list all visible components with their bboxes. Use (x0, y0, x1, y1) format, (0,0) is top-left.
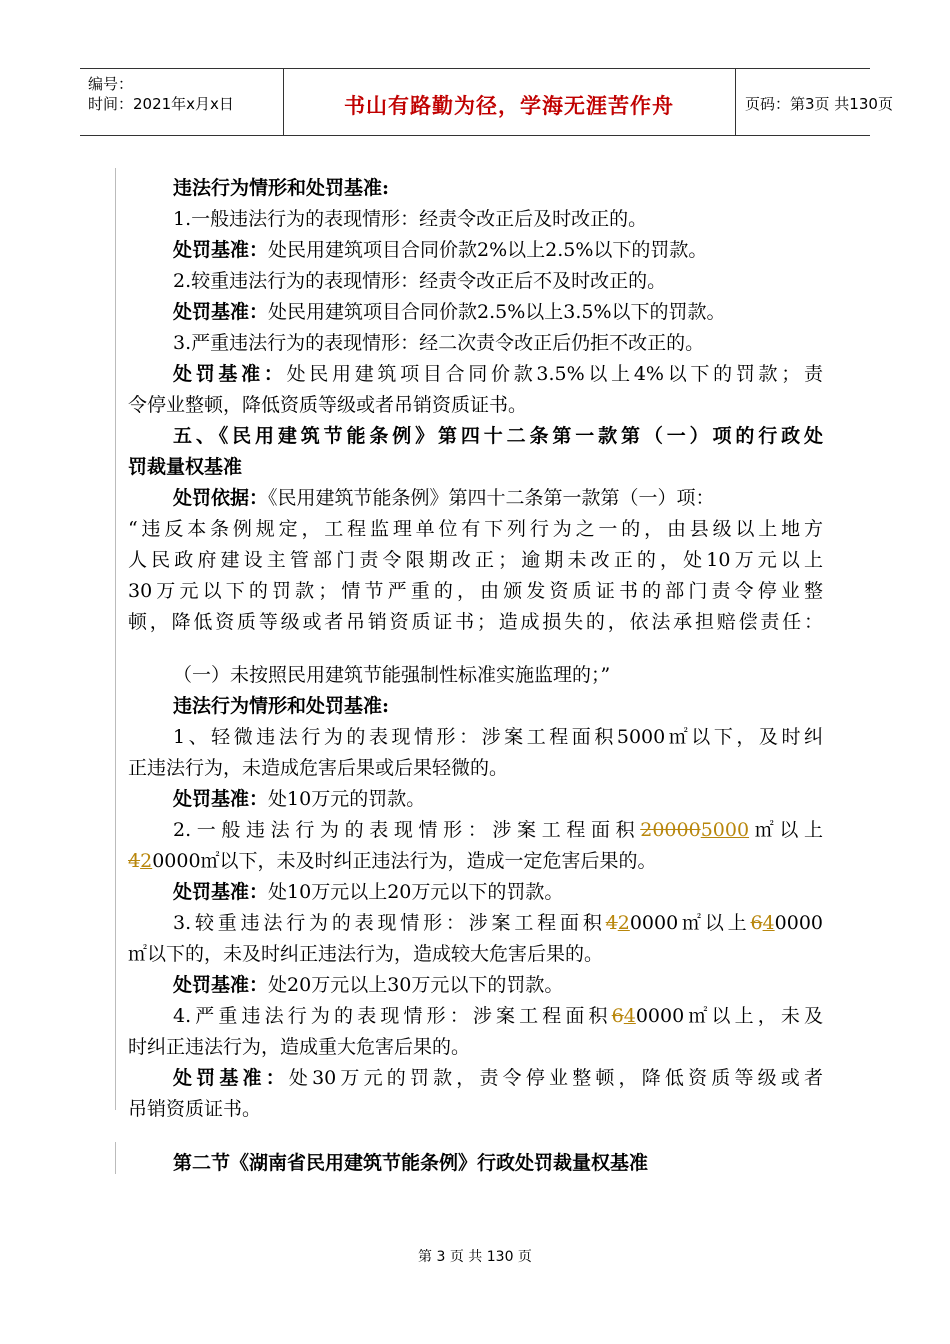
paragraph-line: 人民政府建设主管部门责令限期改正；逾期未改正的，处10万元以上 (128, 549, 823, 571)
tracked-deletion: 20000 (640, 819, 701, 841)
paragraph-line: 处罚基准：处10万元以上20万元以下的罚款。 (173, 881, 564, 903)
penalty-label: 处罚基准： (173, 788, 269, 810)
tracked-insertion: 4 (762, 912, 775, 934)
tracked-deletion: 6 (611, 1005, 624, 1027)
basis-label: 处罚依据： (173, 487, 269, 509)
article-heading-cont: 罚裁量权基准 (128, 456, 243, 478)
penalty-label: 处罚基准： (173, 239, 269, 261)
page-footer: 第 3 页 共 130 页 (418, 1249, 532, 1265)
doc-time-label: 时间：2021年x月x日 (88, 95, 234, 113)
paragraph-line: 3.较重违法行为的表现情形：涉案工程面积420000㎡以上640000 (173, 912, 823, 934)
paragraph-line: 令停业整顿，降低资质等级或者吊销资质证书。 (128, 394, 528, 416)
penalty-label: 处罚基准： (173, 1067, 289, 1089)
header-page-info: 页码：第3页 共130页 (745, 95, 893, 113)
section-heading: 违法行为情形和处罚基准: (173, 177, 390, 199)
paragraph-line: 处罚基准：处10万元的罚款。 (173, 788, 426, 810)
chapter-section-heading: 第二节《湖南省民用建筑节能条例》行政处罚裁量权基准 (173, 1152, 649, 1174)
paragraph-line: （一）未按照民用建筑节能强制性标准实施监理的；” (173, 664, 611, 686)
paragraph-line: 处罚基准：处民用建筑项目合同价款2%以上2.5%以下的罚款。 (173, 239, 708, 261)
paragraph-line: 30万元以下的罚款；情节严重的，由颁发资质证书的部门责令停业整 (128, 580, 823, 602)
header-motto-cell (283, 69, 736, 135)
paragraph-line: 处罚依据：《民用建筑节能条例》第四十二条第一款第（一）项： (173, 487, 715, 509)
paragraph-line: 4.严重违法行为的表现情形：涉案工程面积640000㎡以上，未及 (173, 1005, 823, 1027)
paragraph-line: 1、轻微违法行为的表现情形：涉案工程面积5000㎡以下，及时纠 (173, 726, 823, 748)
penalty-label: 处罚基准： (173, 363, 287, 385)
tracked-insertion: 2 (617, 912, 630, 934)
paragraph-line: 2.较重违法行为的表现情形：经责令改正后不及时改正的。 (173, 270, 667, 292)
tracked-deletion: 4 (605, 912, 618, 934)
paragraph-line: 2.一般违法行为的表现情形：涉案工程面积200005000㎡以上 (173, 819, 823, 841)
tracked-deletion: 6 (750, 912, 763, 934)
paragraph-line: 顿，降低资质等级或者吊销资质证书；造成损失的，依法承担赔偿责任： (128, 611, 823, 633)
revision-margin-rule-2 (115, 1142, 116, 1174)
paragraph-line: 处罚基准：处20万元以上30万元以下的罚款。 (173, 974, 564, 996)
paragraph-line: “违反本条例规定，工程监理单位有下列行为之一的，由县级以上地方 (128, 518, 823, 540)
section-heading: 违法行为情形和处罚基准: (173, 695, 390, 717)
doc-number-label: 编号： (88, 75, 134, 93)
penalty-label: 处罚基准： (173, 301, 269, 323)
tracked-insertion: 5000 (700, 819, 750, 841)
paragraph-line: ㎡以下的，未及时纠正违法行为，造成较大危害后果的。 (128, 943, 604, 965)
tracked-insertion: 4 (623, 1005, 636, 1027)
paragraph-line: 处罚基准：处民用建筑项目合同价款2.5%以上3.5%以下的罚款。 (173, 301, 726, 323)
paragraph-line: 3.严重违法行为的表现情形：经二次责令改正后仍拒不改正的。 (173, 332, 705, 354)
paragraph-line: 处罚基准：处30万元的罚款，责令停业整顿，降低资质等级或者 (173, 1067, 823, 1089)
header-motto: 书山有路勤为径，学海无涯苦作舟 (344, 94, 674, 118)
article-heading: 五、《民用建筑节能条例》第四十二条第一款第（一）项的行政处 (173, 425, 823, 447)
page-header (80, 68, 893, 136)
penalty-label: 处罚基准： (173, 881, 269, 903)
revision-margin-rule (115, 168, 116, 1110)
paragraph-line: 正违法行为，未造成危害后果或后果轻微的。 (128, 757, 509, 779)
paragraph-line: 处罚基准：处民用建筑项目合同价款3.5%以上4%以下的罚款；责 (173, 363, 823, 385)
paragraph-line: 1.一般违法行为的表现情形：经责令改正后及时改正的。 (173, 208, 648, 230)
tracked-deletion: 4 (128, 850, 141, 872)
paragraph-line: 时纠正违法行为，造成重大危害后果的。 (128, 1036, 471, 1058)
penalty-label: 处罚基准： (173, 974, 269, 996)
paragraph-line: 吊销资质证书。 (128, 1098, 262, 1120)
paragraph-line: 420000㎡以下，未及时纠正违法行为，造成一定危害后果的。 (128, 850, 657, 872)
tracked-insertion: 2 (140, 850, 153, 872)
header-meta (80, 69, 284, 135)
header-page-cell (735, 69, 893, 135)
